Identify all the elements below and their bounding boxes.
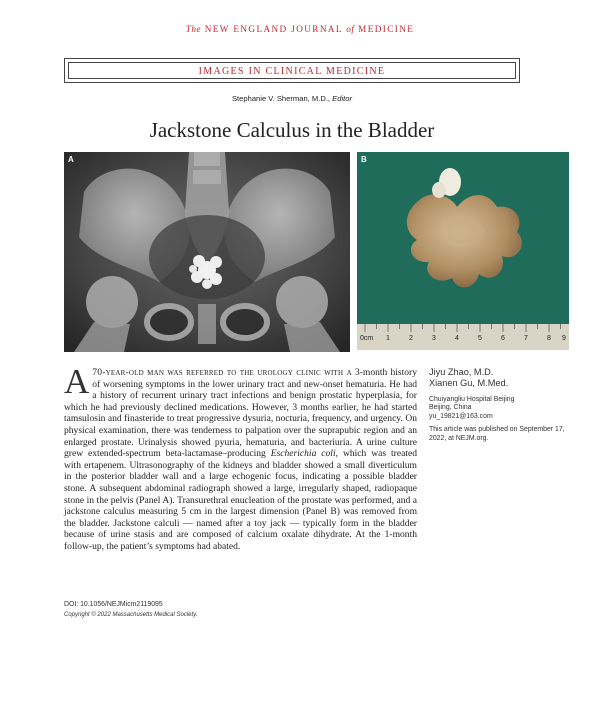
section-editor bbox=[0, 94, 584, 103]
drop-cap: A bbox=[64, 362, 90, 401]
journal-masthead bbox=[0, 24, 600, 34]
doi: DOI: 10.1056/NEJMicm2119095 bbox=[64, 601, 163, 608]
journal-prefix: The bbox=[185, 24, 202, 34]
ruler-number: 4 bbox=[455, 335, 459, 342]
editor-name: Stephanie V. Sherman, M.D., bbox=[231, 94, 331, 103]
editor-role: Editor bbox=[332, 94, 353, 103]
ruler-labels bbox=[357, 335, 569, 347]
ruler-unit-label: 0cm bbox=[360, 335, 374, 342]
radiograph-image bbox=[64, 152, 350, 352]
affiliation bbox=[429, 396, 579, 421]
article-body bbox=[64, 362, 417, 553]
ruler-number: 1 bbox=[386, 335, 390, 342]
affiliation-hospital: Chuiyangliu Hospital Beijing bbox=[429, 396, 515, 403]
body-text-part2: , which was treated with ertapenem. Ultrasonography of the kidneys and bladder showed a small diverticulum in the posterior bladder wall and a large echogenic focus, indicating a possible bladder stone. A subsequent abdominal radiograph showed a large, irregularly shaped, radiopaque stone in the pelvis (Panel A). Transurethral enucleation of the prostate was performed, and a jackstone calculus measuring 5 cm in the largest dimension (Panel B) was removed from the bladder. Jackstone calculi — named after a toy jack — typically form in the bladder because of urine stasis and are composed of calcium oxalate dihydrate. At the 1-month follow-up, the patient’s symptoms had abated. bbox=[64, 448, 417, 552]
ruler-number: 3 bbox=[432, 335, 436, 342]
publication-note: This article was published on September 17, 2022, at NEJM.org. bbox=[429, 426, 565, 442]
author-name: Xianen Gu, M.Med. bbox=[429, 378, 509, 388]
panel-a-label: A bbox=[68, 155, 74, 164]
section-banner bbox=[64, 58, 520, 83]
copyright: Copyright © 2022 Massachusetts Medical Society. bbox=[64, 612, 198, 618]
affiliation-city: Beijing, China bbox=[429, 404, 472, 412]
ruler-number: 6 bbox=[501, 335, 505, 342]
body-text-part1: 3-month history of worsening symptoms in the lower urinary tract and new-onset hematuria. He had a history of recurrent urinary tract infections and benign prostatic hyperplasia, for which he had previously declined medications. However, 3 months earlier, he had started tamsulosin and finasteride to treat progressive dysuria, nocturia, frequency, and urgency. On physical examination, there was tenderness to palpation over the suprapubic region and an enlarged prostate. Urinalysis showed pyuria, hematuria, and bacteriuria. A urine culture grew extended-spectrum beta-lactamase–producing bbox=[64, 367, 417, 460]
stone-photograph bbox=[357, 152, 569, 350]
ruler-number: 2 bbox=[409, 335, 413, 342]
ruler-number: 5 bbox=[478, 335, 482, 342]
ruler-number: 7 bbox=[524, 335, 528, 342]
author-email[interactable]: yu_19821@163.com bbox=[429, 412, 493, 420]
author-name: Jiyu Zhao, M.D. bbox=[429, 367, 494, 377]
journal-name-part1: NEW ENGLAND JOURNAL bbox=[204, 24, 343, 34]
author-sidebar bbox=[429, 367, 579, 443]
figure-panel-a-radiograph bbox=[64, 152, 350, 352]
journal-name-part2: MEDICINE bbox=[358, 24, 415, 34]
section-banner-inner-border bbox=[68, 62, 516, 79]
figure-panel-b-photograph bbox=[357, 152, 569, 350]
lead-in-smallcaps: 70-year-old man was referred to the urology clinic with a bbox=[92, 367, 352, 378]
article-title: Jackstone Calculus in the Bladder bbox=[149, 118, 435, 142]
ruler-number: 9 bbox=[562, 335, 566, 342]
section-title: IMAGES IN CLINICAL MEDICINE bbox=[198, 66, 386, 77]
journal-of: of bbox=[346, 24, 355, 34]
panel-b-label: B bbox=[361, 155, 367, 164]
ruler-number: 8 bbox=[547, 335, 551, 342]
body-text-organism: Escherichia coli bbox=[270, 448, 336, 460]
